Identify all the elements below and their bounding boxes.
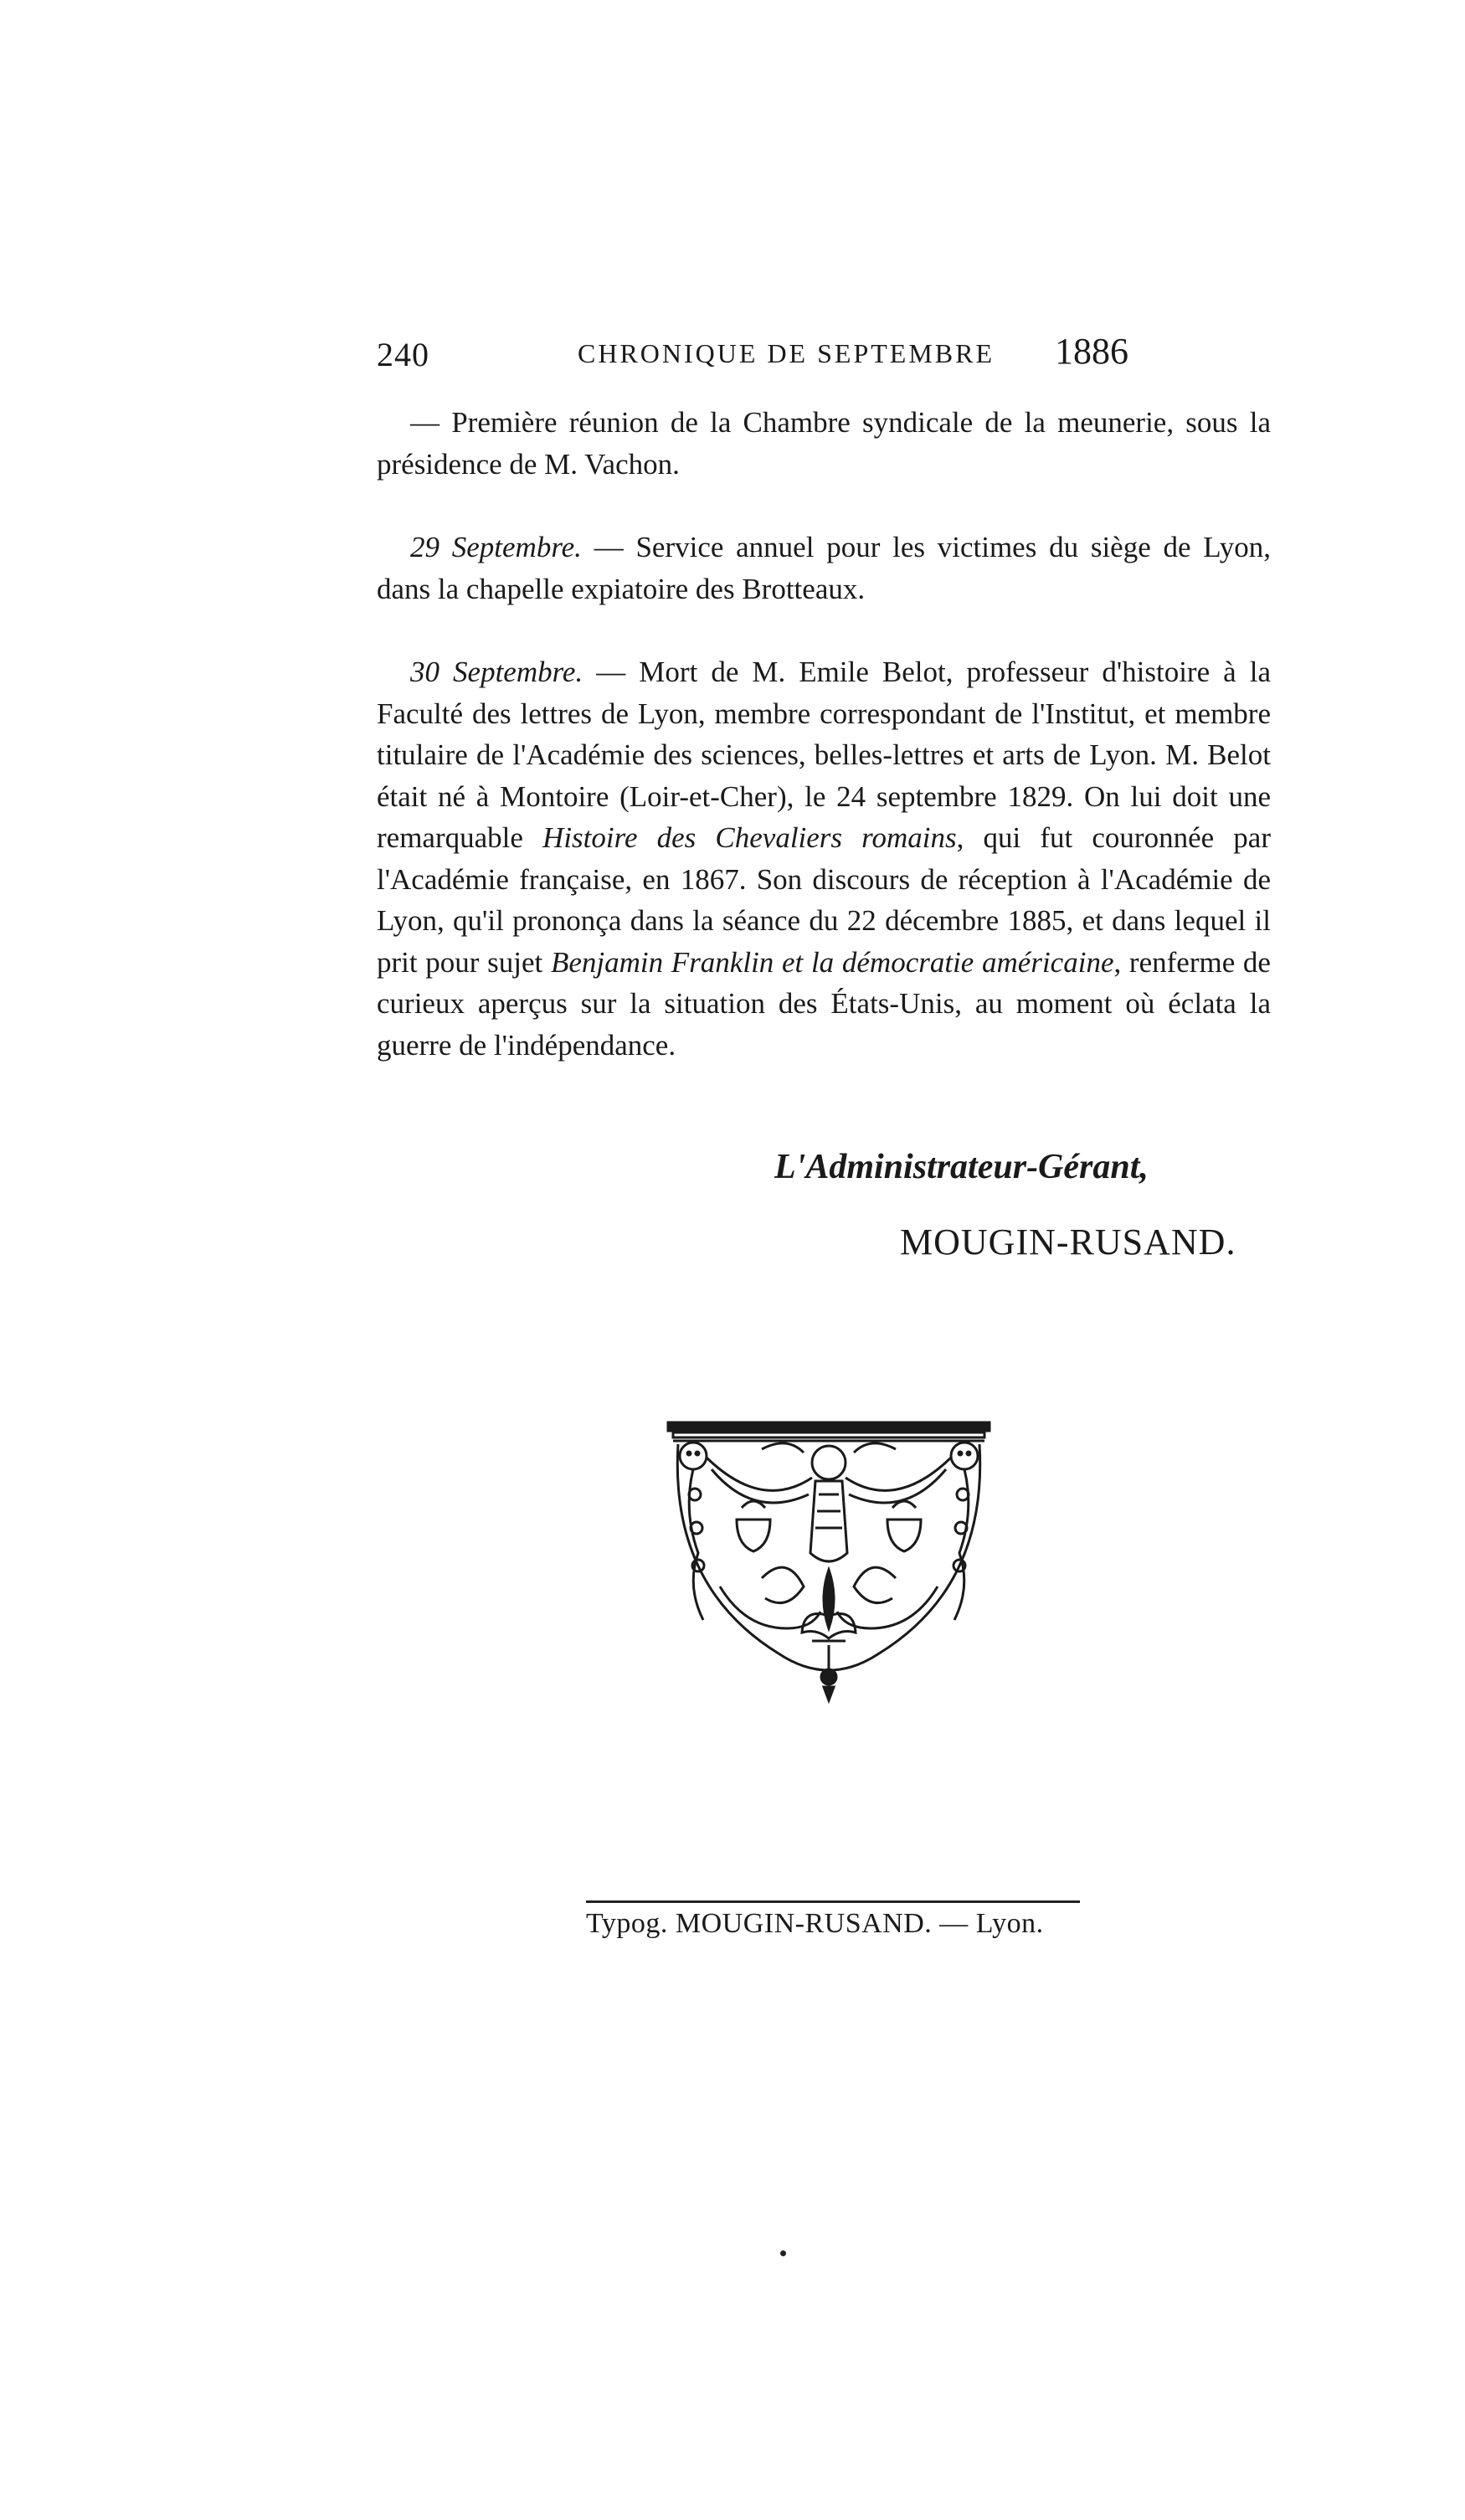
cul-de-lampe-ornament: [661, 1419, 996, 1704]
book-title: Histoire des Chevaliers romains: [542, 821, 957, 854]
paragraph-meunerie: [377, 402, 1271, 485]
footer-rule: [586, 1900, 1080, 1903]
paragraph-30-septembre: [377, 651, 1271, 1066]
signature-title: L'Administrateur-Gérant,: [774, 1148, 1149, 1186]
paragraph-text: , renferme de curieux aperçus sur la situation des États-Unis, au moment où éclata la guerre de l'indépendance.: [377, 945, 1271, 1062]
stray-mark: [780, 2250, 786, 2256]
signature-block: [377, 1147, 1239, 1289]
running-header: [377, 331, 1239, 385]
printer-imprint: [586, 1900, 1080, 1940]
entry-date: 29 Septembre.: [410, 531, 582, 563]
chronicle-body: [377, 402, 1271, 1066]
speech-title: Benjamin Franklin et la démocratie américaine: [550, 945, 1114, 979]
signature-name: MOUGIN-RUSAND.: [900, 1221, 1236, 1263]
imprint-text: Typog. MOUGIN-RUSAND. — Lyon.: [586, 1908, 1044, 1939]
page-number: 240: [377, 336, 429, 373]
paragraph-text: — Mort de M. Emile Belot, professeur d'histoire à la Faculté des lettres de Lyon, membre correspondant de l'Institut, et membre titulaire de l'Académie des sciences, belles-lettres et arts de Lyon. M. Belot était né à Montoire (Loir-et-Cher), le 24 septembre 1829. On lui doit une remarquable: [377, 656, 1271, 854]
paragraph-29-septembre: [377, 527, 1271, 609]
paragraph-text: , qui fut couronnée par l'Académie française, en 1867. Son discours de réception à l'Académie de Lyon, qu'il prononça dans la séance du 22 décembre 1885, et dans lequel il prit pour sujet: [377, 821, 1271, 979]
running-head-year: 1886: [1055, 331, 1128, 372]
entry-date: 30 Septembre.: [410, 656, 583, 688]
running-head-title: CHRONIQUE DE SEPTEMBRE: [578, 338, 995, 368]
paragraph-text: — Première réunion de la Chambre syndicale de la meunerie, sous la présidence de M. Vachon.: [377, 406, 1271, 481]
paragraph-text: — Service annuel pour les victimes du siège de Lyon, dans la chapelle expiatoire des Brotteaux.: [377, 531, 1271, 605]
